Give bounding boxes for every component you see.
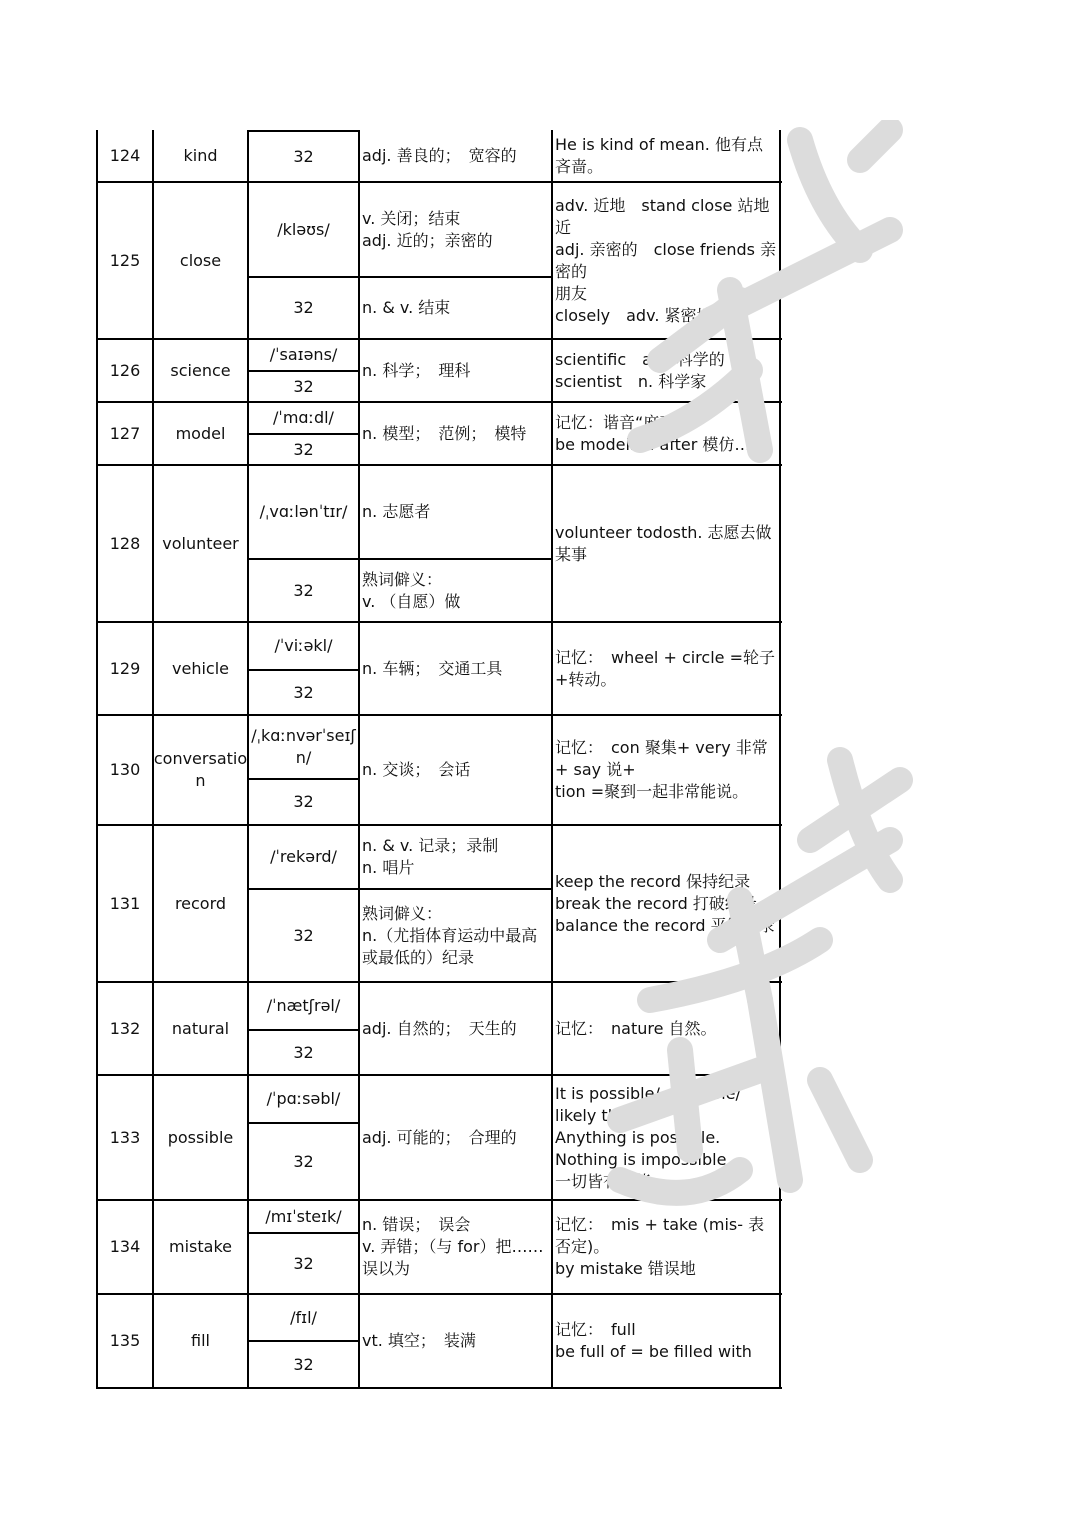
column-border: [551, 130, 553, 1389]
word-number: [97, 339, 153, 402]
cell-split-border: [248, 669, 359, 671]
word-note-text: keep the record 保持纪录 break the record 打破纪录 balance the record 平衡纪录: [555, 871, 775, 935]
word-meaning-text: adj. 善良的； 宽容的: [362, 146, 517, 165]
word-phonetic: [248, 1200, 359, 1233]
word-headword-text: close: [179, 250, 222, 270]
word-number-text: 127: [109, 423, 141, 443]
column-border: [96, 130, 98, 1389]
word-phonetic-text: /ˈpɑːsəbl/: [266, 1089, 341, 1108]
word-note-text: He is kind of mean. 他有点吝啬。: [555, 135, 763, 176]
word-meaning-text: adj. 自然的； 天生的: [362, 1018, 517, 1038]
word-headword-text: natural: [171, 1018, 230, 1038]
word-frequency-text: 32: [293, 925, 314, 945]
word-note-text: 记忆：谐音“麻豆”。 be modelled after 模仿……: [555, 412, 767, 454]
word-frequency: [248, 889, 359, 982]
cell-split-border: [248, 1122, 359, 1124]
word-note-text: 记忆： nature 自然。: [555, 1018, 717, 1038]
word-headword: [153, 339, 248, 402]
word-phonetic-text: /fɪl/: [290, 1307, 317, 1327]
word-number-text: 126: [109, 360, 141, 380]
word-phonetic: [248, 982, 359, 1030]
cell-split-border: [248, 888, 359, 890]
word-headword: [153, 402, 248, 465]
word-meaning: [359, 182, 552, 277]
word-headword: [153, 1294, 248, 1388]
word-phonetic: [248, 622, 359, 670]
word-frequency-text: 32: [293, 146, 314, 166]
cell-split-border: [359, 558, 552, 560]
word-meaning: [359, 1075, 552, 1200]
word-frequency: [248, 1030, 359, 1075]
row-border: [97, 1387, 782, 1389]
word-headword-text: conversation: [153, 749, 248, 790]
word-meaning: [359, 339, 552, 402]
word-phonetic-text: /ˌvɑːlənˈtɪr/: [259, 502, 348, 521]
word-headword-text: science: [170, 360, 231, 380]
word-frequency: [248, 1341, 359, 1388]
word-number-text: 133: [109, 1127, 141, 1147]
word-phonetic: [248, 339, 359, 371]
word-number: [97, 715, 153, 825]
word-note: [552, 622, 780, 715]
word-phonetic: [248, 715, 359, 779]
word-meaning-extra-text: 熟词僻义： n.（尤指体育运动中最高或最低的）纪录: [362, 903, 538, 967]
word-number: [97, 402, 153, 465]
column-border: [779, 130, 781, 1389]
word-frequency: [248, 1233, 359, 1294]
word-meaning: [359, 1294, 552, 1388]
column-border: [358, 130, 360, 1389]
word-headword: [153, 130, 248, 182]
word-number: [97, 1200, 153, 1294]
word-frequency-text: 32: [293, 580, 314, 600]
word-note-text: 记忆： full be full of = be filled with: [555, 1320, 752, 1361]
cell-split-border: [359, 888, 552, 890]
word-phonetic-text: /ˈnætʃrəl/: [266, 996, 341, 1015]
word-frequency: [248, 779, 359, 825]
word-note: [552, 182, 780, 339]
word-meaning: [359, 465, 552, 559]
word-meaning: [359, 715, 552, 825]
cell-split-border: [248, 276, 359, 278]
column-border: [247, 130, 249, 1389]
word-phonetic: [248, 1294, 359, 1341]
cell-split-border: [248, 433, 359, 435]
word-number-text: 128: [109, 533, 141, 553]
word-number-text: 135: [109, 1331, 141, 1350]
word-headword-text: vehicle: [172, 658, 229, 678]
word-meaning-text: n. 车辆； 交通工具: [362, 658, 503, 678]
word-phonetic-text: /ˈmɑːdl/: [273, 408, 334, 427]
word-note-text: scientific adj. 科学的 scientist n. 科学家: [555, 349, 725, 391]
word-number: [97, 465, 153, 622]
word-note: [552, 339, 780, 402]
cell-split-border: [248, 370, 359, 372]
word-frequency-text: 32: [293, 298, 314, 317]
word-headword-text: fill: [191, 1331, 210, 1350]
cell-split-border: [248, 1232, 359, 1234]
word-meaning-text: v. 关闭；结束 adj. 近的；亲密的: [362, 208, 493, 250]
word-note: [552, 402, 780, 465]
word-meaning: [359, 130, 552, 182]
word-meaning-extra: [359, 889, 552, 982]
word-frequency-text: 32: [293, 682, 314, 702]
word-note: [552, 825, 780, 982]
word-headword: [153, 465, 248, 622]
word-meaning: [359, 825, 552, 889]
word-frequency-text: 32: [293, 376, 314, 396]
word-frequency-text: 32: [293, 1354, 314, 1374]
word-note-text: It is possible/ probable/ likely that Anything is possible. Nothing is impossible. 一切皆有可能。: [555, 1083, 741, 1191]
word-frequency-text: 32: [293, 439, 314, 459]
word-frequency-text: 32: [293, 792, 314, 811]
cell-split-border: [359, 276, 552, 278]
word-meaning-text: n. & v. 记录；录制 n. 唱片: [362, 836, 499, 877]
word-meaning-text: adj. 可能的； 合理的: [362, 1127, 517, 1147]
word-phonetic-text: /ˌkɑːnvərˈseɪʃn/: [251, 726, 356, 767]
word-note: [552, 1294, 780, 1388]
word-meaning-extra: [359, 277, 552, 339]
word-headword-text: mistake: [169, 1237, 232, 1256]
word-number-text: 130: [109, 760, 141, 779]
word-meaning-text: n. 科学； 理科: [362, 360, 471, 380]
word-headword-text: record: [174, 893, 227, 913]
word-meaning: [359, 622, 552, 715]
word-frequency-text: 32: [293, 1151, 314, 1171]
word-note-text: adv. 近地 stand close 站地近 adj. 亲密的 close friends 亲密的 朋友 closely adv. 紧密地: [555, 195, 777, 325]
word-headword: [153, 1200, 248, 1294]
word-note: [552, 1075, 780, 1200]
word-frequency: [248, 1123, 359, 1200]
word-frequency: [248, 131, 359, 182]
word-note-text: volunteer todosth. 志愿去做某事: [555, 522, 772, 564]
word-phonetic: [248, 402, 359, 434]
word-meaning-text: n. 错误； 误会 v. 弄错；（与 for）把…… 误以为: [362, 1215, 544, 1278]
word-number-text: 124: [109, 146, 141, 165]
word-frequency: [248, 434, 359, 465]
word-number-text: 134: [109, 1237, 141, 1256]
cell-split-border: [248, 778, 359, 780]
word-phonetic-text: /ˈrekərd/: [270, 847, 337, 866]
word-number-text: 125: [109, 250, 141, 270]
word-phonetic-text: /ˈsaɪəns/: [269, 345, 338, 364]
word-phonetic-text: /mɪˈsteɪk/: [265, 1206, 342, 1226]
word-phonetic-text: /ˈviːəkl/: [274, 636, 333, 655]
word-note-text: 记忆： mis + take (mis- 表否定)。 by mistake 错误地: [555, 1215, 765, 1278]
column-border: [152, 130, 154, 1389]
word-headword: [153, 715, 248, 825]
word-phonetic: [248, 825, 359, 889]
word-number: [97, 182, 153, 339]
word-meaning-text: n. 交谈； 会话: [362, 760, 471, 779]
word-phonetic: [248, 182, 359, 277]
word-headword: [153, 1075, 248, 1200]
word-note: [552, 1200, 780, 1294]
word-number: [97, 825, 153, 982]
cell-split-border: [248, 1029, 359, 1031]
word-meaning: [359, 982, 552, 1075]
word-meaning-text: n. 志愿者: [362, 502, 431, 521]
word-phonetic: [248, 1075, 359, 1123]
word-note-text: 记忆： wheel + circle =轮子+转动。: [555, 647, 775, 689]
word-number-text: 131: [109, 893, 141, 913]
cell-split-border: [248, 558, 359, 560]
word-headword: [153, 825, 248, 982]
word-phonetic: [248, 465, 359, 559]
word-number-text: 132: [109, 1018, 141, 1038]
word-frequency: [248, 559, 359, 622]
word-number-text: 129: [109, 658, 141, 678]
word-headword-text: kind: [183, 146, 218, 165]
word-note-text: 记忆： con 聚集+ very 非常+ say 说+ tion =聚到一起非常能说。: [555, 738, 768, 801]
word-headword: [153, 622, 248, 715]
word-headword: [153, 982, 248, 1075]
word-frequency: [248, 371, 359, 402]
word-note: [552, 715, 780, 825]
table-border: [248, 130, 359, 132]
word-number: [97, 982, 153, 1075]
word-headword-text: model: [175, 423, 226, 443]
word-headword-text: volunteer: [162, 533, 239, 553]
word-note: [552, 130, 780, 182]
word-meaning-extra: [359, 559, 552, 622]
word-meaning-extra-text: n. & v. 结束: [362, 298, 451, 317]
word-note: [552, 982, 780, 1075]
word-frequency-text: 32: [293, 1253, 314, 1273]
word-number: [97, 130, 153, 182]
word-number: [97, 1294, 153, 1388]
word-meaning-text: n. 模型； 范例； 模特: [362, 423, 527, 443]
word-frequency-text: 32: [293, 1042, 314, 1062]
word-number: [97, 1075, 153, 1200]
word-meaning: [359, 1200, 552, 1294]
word-frequency: [248, 277, 359, 339]
word-meaning: [359, 402, 552, 465]
word-number: [97, 622, 153, 715]
word-phonetic-text: /kləʊs/: [277, 219, 330, 239]
word-headword-text: possible: [167, 1127, 234, 1147]
word-headword: [153, 182, 248, 339]
word-frequency: [248, 670, 359, 715]
word-meaning-extra-text: 熟词僻义： v. （自愿）做: [362, 569, 461, 611]
cell-split-border: [248, 1340, 359, 1342]
word-note: [552, 465, 780, 622]
word-meaning-text: vt. 填空； 装满: [362, 1331, 476, 1350]
